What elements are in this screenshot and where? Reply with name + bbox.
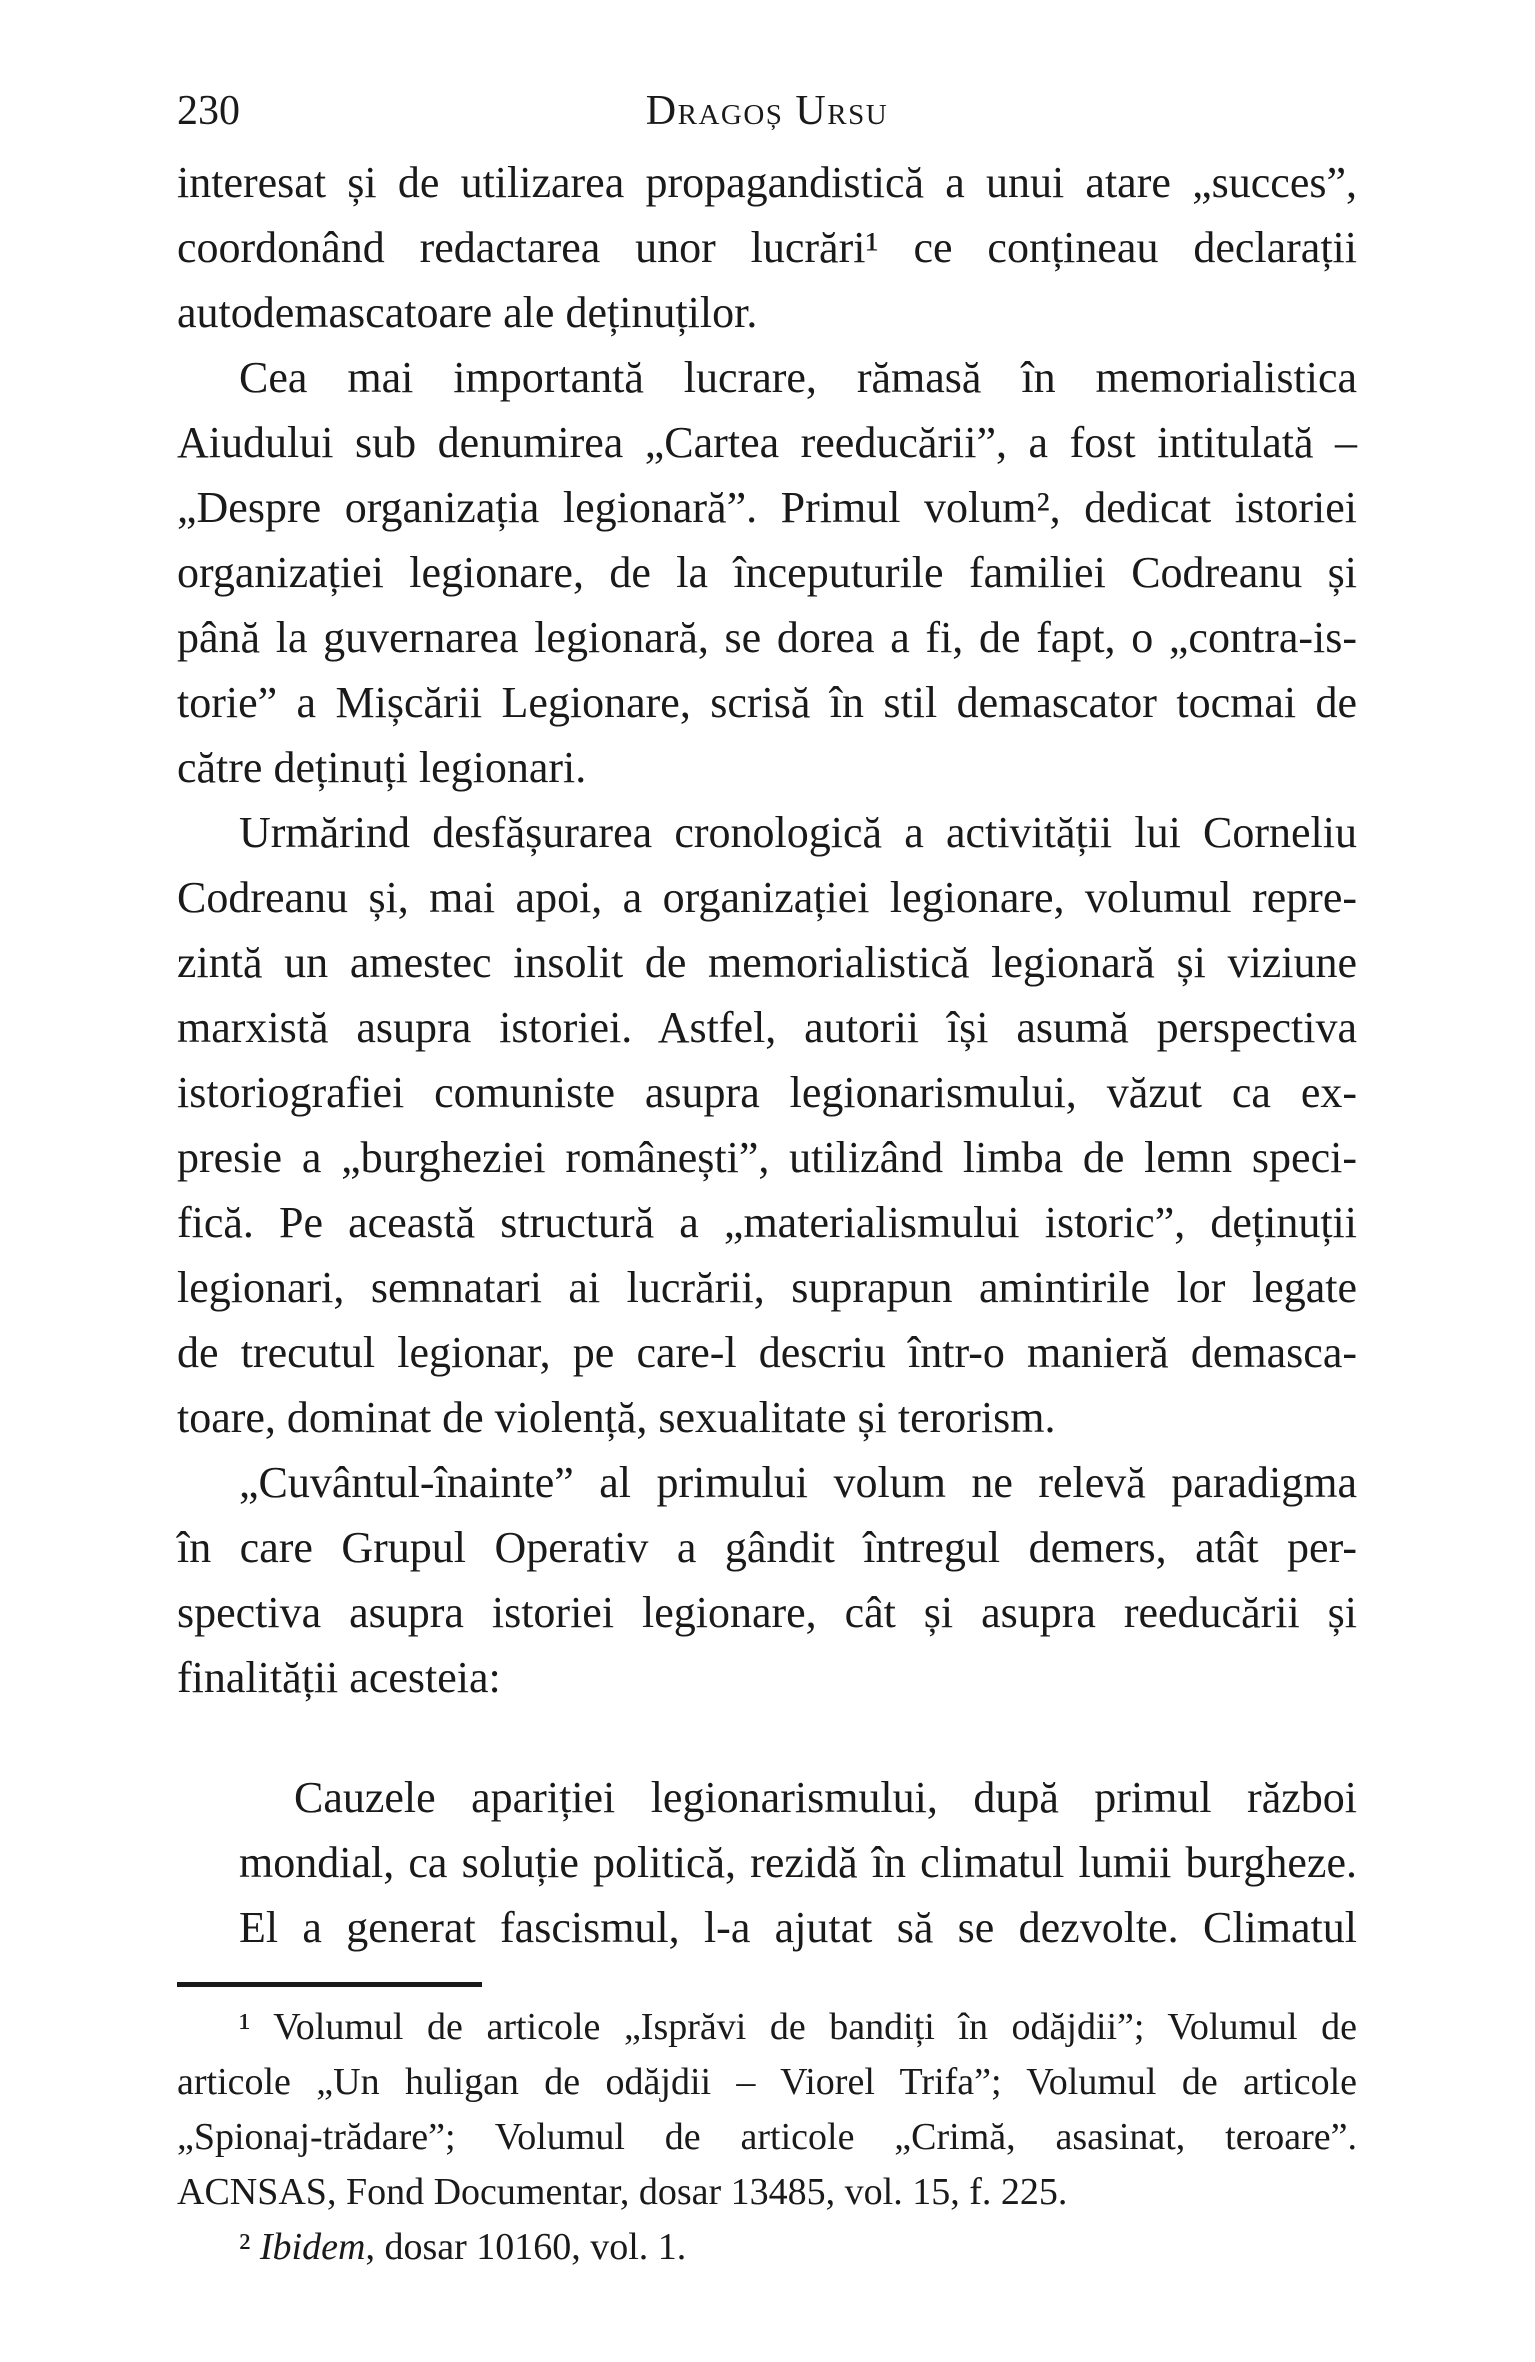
footnote-1-line: ¹ Volumul de articole „Isprăvi de bandiți în odăjdii”; Volumul de <box>239 2006 1357 2048</box>
footnote-2-marker: ² <box>239 2226 260 2268</box>
footnote-separator-rule <box>177 1982 482 1987</box>
text-line: către deținuți legionari. <box>177 743 587 792</box>
paragraph-2 <box>177 345 1357 800</box>
running-header-author: Dragoș Ursu <box>645 88 889 134</box>
text-line: autodemascatoare ale deținuților. <box>177 288 758 337</box>
text-line: spectiva asupra istoriei legionare, cât și asupra reeducării și <box>177 1588 1357 1637</box>
text-line: marxistă asupra istoriei. Astfel, autorii își asumă perspectiva <box>177 1003 1357 1052</box>
text-line: de trecutul legionar, pe care-l descriu într-o manieră demasca- <box>177 1328 1357 1377</box>
text-line: legionari, semnatari ai lucrării, suprapun amintirile lor legate <box>177 1263 1357 1312</box>
paragraph-1 <box>177 150 1357 345</box>
text-line: interesat și de utilizarea propagandistică a unui atare „succes”, <box>177 158 1357 207</box>
block-quote <box>239 1765 1357 1960</box>
text-line: coordonând redactarea unor lucrări¹ ce conțineau declarații <box>177 223 1357 272</box>
text-line: „Cuvântul-înainte” al primului volum ne relevă paradigma <box>239 1458 1357 1507</box>
text-line: în care Grupul Operativ a gândit întregul demers, atât per- <box>177 1523 1357 1572</box>
text-line: „Despre organizația legionară”. Primul volum², dedicat istoriei <box>177 483 1357 532</box>
quote-line: El a generat fascismul, l-a ajutat să se dezvolte. Climatul <box>239 1903 1357 1952</box>
page-number: 230 <box>177 88 240 134</box>
paragraph-3 <box>177 800 1357 1450</box>
text-line: presie a „burgheziei românești”, utilizând limba de lemn speci- <box>177 1133 1357 1182</box>
text-line: fică. Pe această structură a „materialismului istoric”, deținuții <box>177 1198 1357 1247</box>
footnote-1-line: ACNSAS, Fond Documentar, dosar 13485, vol. 15, f. 225. <box>177 2171 1068 2213</box>
text-line: torie” a Mișcării Legionare, scrisă în stil demascator tocmai de <box>177 678 1357 727</box>
text-line: Urmărind desfășurarea cronologică a activității lui Corneliu <box>239 808 1357 857</box>
footnote-2-reference: , dosar 10160, vol. 1. <box>365 2226 687 2268</box>
text-line: finalității acesteia: <box>177 1653 501 1702</box>
text-line: zintă un amestec insolit de memorialistică legionară și viziune <box>177 938 1357 987</box>
text-line: istoriografiei comuniste asupra legionarismului, văzut ca ex- <box>177 1068 1357 1117</box>
footnote-2 <box>177 2220 1357 2275</box>
footnotes <box>177 2000 1357 2275</box>
quote-line: mondial, ca soluție politică, rezidă în climatul lumii burgheze. <box>239 1838 1357 1887</box>
quote-line: Cauzele apariției legionarismului, după primul război <box>294 1773 1357 1822</box>
text-line: Cea mai importantă lucrare, rămasă în memorialistica <box>239 353 1357 402</box>
text-line: Codreanu și, mai apoi, a organizației legionare, volumul repre- <box>177 873 1357 922</box>
text-line: toare, dominat de violență, sexualitate și terorism. <box>177 1393 1056 1442</box>
footnote-2-italic-term: Ibidem <box>259 2226 366 2268</box>
text-line: până la guvernarea legionară, se dorea a fi, de fapt, o „contra-is- <box>177 613 1357 662</box>
running-header <box>177 88 1357 134</box>
text-line: organizației legionare, de la începuturile familiei Codreanu și <box>177 548 1357 597</box>
footnote-1-line: articole „Un huligan de odăjdii – Viorel Trifa”; Volumul de articole <box>177 2061 1357 2103</box>
paragraph-4 <box>177 1450 1357 1710</box>
text-line: Aiudului sub denumirea „Cartea reeducării”, a fost intitulată – <box>177 418 1357 467</box>
footnote-1-line: „Spionaj-trădare”; Volumul de articole „Crimă, asasinat, teroare”. <box>177 2116 1357 2158</box>
text-block <box>177 150 1357 2275</box>
